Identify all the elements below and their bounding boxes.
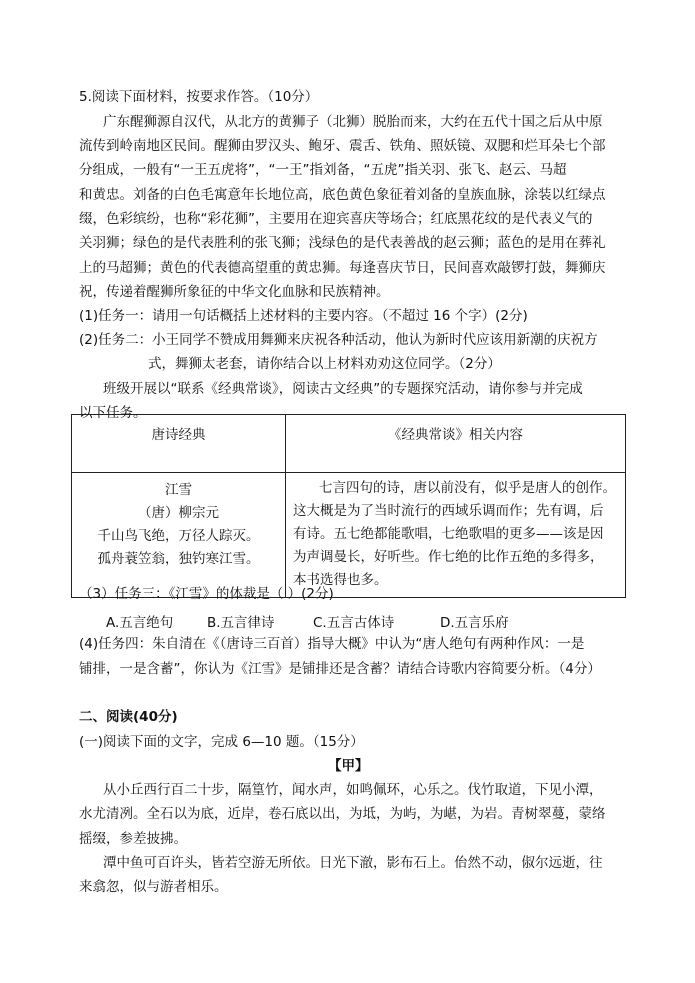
task-2: (2)任务二：小王同学不赞成用舞狮来庆祝各种活动，他认为新时代应该用新潮的庆祝方 bbox=[79, 332, 598, 348]
task-2-continued: 式，舞狮太老套，请你结合以上材料劝劝这位同学。（2分） bbox=[148, 356, 501, 372]
poem-author: （唐）柳宗元 bbox=[138, 505, 219, 521]
table-header-poem: 唐诗经典 bbox=[72, 415, 286, 473]
option-b: B.五言律诗 bbox=[207, 615, 275, 631]
reference-line: 这大概是为了当时流行的西域乐调而作；先有调，后 bbox=[293, 503, 604, 519]
reference-line: 本书选得也多。 bbox=[293, 572, 388, 588]
task-1: (1)任务一：请用一句话概括上述材料的主要内容。（不超过 16 个字）(2分) bbox=[79, 308, 528, 324]
reference-cell bbox=[286, 473, 626, 598]
option-d: D.五言乐府 bbox=[440, 615, 509, 631]
task-4-continued: 铺排，一是含蓄”，你认为《江雪》是铺排还是含蓄？请结合诗歌内容简要分析。（4分） bbox=[79, 661, 601, 677]
passage-line: 广东醒狮源自汉代，从北方的黄狮子（北狮）脱胎而来，大约在五代十国之后从中原 bbox=[103, 114, 603, 130]
passage-line: 和黄忠。刘备的白色毛寓意年长地位高，底色黄色象征着刘备的皇族血脉，涂装以红绿点 bbox=[79, 187, 606, 203]
section-2-instructions: (一)阅读下面的文字，完成 6—10 题。（15分） bbox=[79, 734, 364, 750]
option-a: A.五言绝句 bbox=[106, 615, 174, 631]
passage-line: 上的马超狮；黄色的代表德高望重的黄忠狮。每逢喜庆节日，民间喜欢敲锣打鼓，舞狮庆 bbox=[79, 260, 606, 276]
classical-text-line: 摇缀，参差披拂。 bbox=[79, 831, 187, 847]
classical-text-line: 从小丘西行百二十步，隔篁竹，闻水声，如鸣佩环，心乐之。伐竹取道，下见小潭， bbox=[103, 782, 603, 798]
classical-text-line: 来翕忽，似与游者相乐。 bbox=[79, 879, 228, 895]
passage-line: 分组成，一般有“一王五虎将”，“一王”指刘备，“五虎”指关羽、张飞、赵云、马超 bbox=[79, 162, 567, 178]
reference-line: 有诗。五七绝都能歌唱，七绝歌唱的更多——该是因 bbox=[293, 526, 604, 542]
classical-text-line: 潭中鱼可百许头，皆若空游无所依。日光下澈，影布石上。佁然不动，俶尔远逝，往 bbox=[103, 855, 603, 871]
option-c: C.五言古体诗 bbox=[313, 615, 395, 631]
table-header-reference: 《经典常谈》相关内容 bbox=[286, 415, 626, 473]
poem-cell bbox=[72, 473, 286, 598]
activity-intro-continued: 以下任务。 bbox=[79, 405, 147, 421]
classical-text-line: 水尤清冽。全石以为底，近岸，卷石底以出，为坻，为屿，为嵁，为岩。青树翠蔓，蒙络 bbox=[79, 806, 606, 822]
passage-line: 流传到岭南地区民间。醒狮由罗汉头、鲍牙、震舌、铁角、照妖镜、双腮和烂耳朵七个部 bbox=[79, 138, 606, 154]
task-3: （3）任务三：《江雪》的体裁是（ ）(2分) bbox=[79, 586, 334, 602]
passage-line: 缀，色彩缤纷，也称“彩花狮”，主要用在迎宾喜庆等场合；红底黑花纹的是代表义气的 bbox=[79, 211, 593, 227]
reference-line: 七言四句的诗，唐以前没有，似乎是唐人的创作。 bbox=[319, 480, 616, 496]
reference-line: 为声调曼长，好听些。作七绝的比作五绝的多得多， bbox=[293, 549, 604, 565]
passage-line: 祝，传递着醒狮所象征的中华文化血脉和民族精神。 bbox=[79, 284, 390, 300]
question-5-heading: 5.阅读下面材料，按要求作答。（10分） bbox=[79, 89, 319, 105]
passage-line: 关羽狮；绿色的是代表胜利的张飞狮；浅绿色的是代表善战的赵云狮；蓝色的是用在葬礼 bbox=[79, 235, 606, 251]
poem-line: 千山鸟飞绝，万径人踪灭。 bbox=[97, 528, 260, 544]
task-4: (4)任务四：朱自清在《（唐诗三百首）指导大概》中认为“唐人绝句有两种作风：一是 bbox=[79, 636, 585, 652]
passage-jia-label: 【甲】 bbox=[328, 758, 369, 774]
comparison-table bbox=[71, 414, 626, 598]
section-2-heading: 二、阅读(40分) bbox=[79, 709, 178, 725]
activity-intro: 班级开展以“联系《经典常谈》，阅读古文经典”的专题探究活动，请你参与并完成 bbox=[103, 381, 583, 397]
poem-line: 孤舟蓑笠翁，独钓寒江雪。 bbox=[97, 551, 260, 567]
poem-title: 江雪 bbox=[165, 482, 192, 498]
